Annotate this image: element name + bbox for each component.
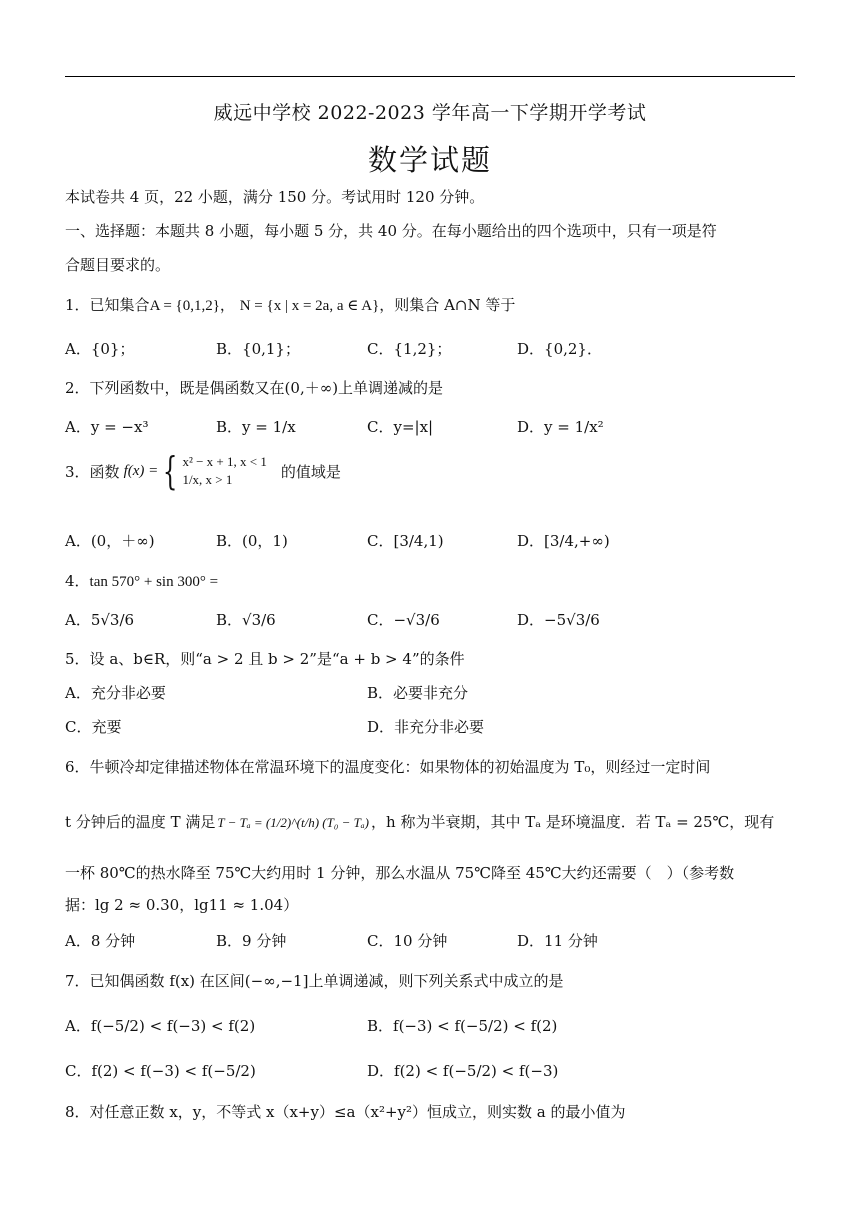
question-text-line2b: ，h 称为半衰期，其中 Tₐ 是环境温度．若 Tₐ = 25℃，现有 (371, 813, 775, 831)
question-number: 1． (65, 296, 90, 314)
q7-option-c: C．f(2) < f(−3) < f(−5/2) (65, 1062, 256, 1080)
q4-option-c: C．−√3/6 (367, 611, 440, 629)
q6-option-a: A．8 分钟 (65, 932, 136, 950)
question-text: 函数 (89, 462, 120, 481)
question-number: 6． (65, 758, 90, 776)
q2-option-a: A．y = −x³ (65, 418, 149, 436)
function-label: f(x) = (123, 462, 159, 479)
question-number: 3． (65, 462, 90, 481)
q5-option-a: A．充分非必要 (65, 684, 166, 702)
q4-option-d: D．−5√3/6 (517, 611, 600, 629)
q5-option-d: D．非充分非必要 (367, 718, 485, 736)
q2-option-c: C．y=|x| (367, 418, 434, 436)
q4-option-b: B．√3/6 (216, 611, 276, 629)
piecewise-case-1: x² − x + 1, x < 1 (182, 454, 267, 469)
question-text: 下列函数中，既是偶函数又在(0,＋∞)上单调递减的是 (89, 379, 444, 397)
q6-option-b: B．9 分钟 (216, 932, 287, 950)
question-number: 5． (65, 650, 90, 668)
q1-option-a: A．{0}； (65, 340, 135, 358)
question-text-post: 的值域是 (280, 462, 341, 481)
question-number: 4． (65, 572, 90, 590)
set-a: A = {0,1,2}， (149, 298, 235, 314)
q5-option-c: C．充要 (65, 718, 122, 736)
q3-option-a: A．(0，＋∞) (65, 532, 155, 550)
question-6 (65, 756, 710, 777)
piecewise-cases (182, 453, 266, 489)
question-2 (65, 377, 443, 398)
question-5 (65, 648, 465, 669)
question-7 (65, 970, 563, 991)
question-3 (65, 449, 341, 493)
q7-option-d: D．f(2) < f(−5/2) < f(−3) (367, 1062, 559, 1080)
question-text: 设 a、b∈R，则“a > 2 且 b > 2”是“a + b > 4”的条件 (89, 650, 465, 668)
question-6-line3: 一杯 80℃的热水降至 75℃大约用时 1 分钟，那么水温从 75℃降至 45℃大约还需要（ ）（参考数 (65, 864, 735, 882)
question-text-post: ，则集合 A∩N 等于 (379, 296, 516, 314)
q3-option-c: C．[3/4,1) (367, 532, 444, 550)
question-8 (65, 1101, 626, 1122)
set-n: N = {x | x = 2a, a ∈ A} (239, 298, 380, 314)
q2-option-b: B．y = 1/x (216, 418, 296, 436)
q4-option-a: A．5√3/6 (65, 611, 135, 629)
q2-option-d: D．y = 1/x² (517, 418, 604, 436)
question-number: 2． (65, 379, 90, 397)
q6-option-d: D．11 分钟 (517, 932, 598, 950)
q7-option-b: B．f(−3) < f(−5/2) < f(2) (367, 1017, 558, 1035)
question-6-line2 (65, 811, 774, 832)
q1-option-d: D．{0,2}． (517, 340, 602, 358)
q1-option-b: B．{0,1}； (216, 340, 300, 358)
q3-option-d: D．[3/4,+∞) (517, 532, 610, 550)
question-number: 8． (65, 1103, 90, 1121)
question-number: 7． (65, 972, 90, 990)
question-text: 对任意正数 x，y，不等式 x（x+y）≤a（x²+y²）恒成立，则实数 a 的最小值为 (89, 1103, 626, 1121)
question-text: 已知集合 (89, 296, 150, 314)
q1-option-c: C．{1,2}； (367, 340, 452, 358)
question-text: 已知偶函数 f(x) 在区间(−∞,−1]上单调递减，则下列关系式中成立的是 (89, 972, 564, 990)
cooling-formula: T − Tₐ = (1/2)^(t/h) (T₀ − Tₐ) (217, 815, 370, 830)
q5-option-b: B．必要非充分 (367, 684, 469, 702)
question-text: tan 570° + sin 300° = (89, 574, 219, 590)
exam-intro: 本试卷共 4 页，22 小题，满分 150 分。考试用时 120 分钟。 (65, 188, 485, 206)
section-heading-line1: 一、选择题：本题共 8 小题，每小题 5 分，共 40 分。在每小题给出的四个选项中，只有一项是符 (65, 222, 717, 240)
exam-subtitle: 数学试题 (367, 143, 492, 177)
exam-title: 威远中学校 2022-2023 学年高一下学期开学考试 (213, 102, 647, 124)
piecewise-case-2: 1/x, x > 1 (182, 472, 233, 487)
q7-option-a: A．f(−5/2) < f(−3) < f(2) (65, 1017, 256, 1035)
q6-option-c: C．10 分钟 (367, 932, 448, 950)
piecewise-brace: { (163, 449, 178, 493)
question-text-line1: 牛顿冷却定律描述物体在常温环境下的温度变化：如果物体的初始温度为 T₀，则经过一定时间 (89, 758, 711, 776)
section-heading-line2: 合题目要求的。 (65, 256, 171, 274)
question-6-line4: 据：lg 2 ≈ 0.30，lg11 ≈ 1.04） (65, 896, 299, 914)
q3-option-b: B．(0，1) (216, 532, 288, 550)
question-1 (65, 294, 515, 315)
question-4 (65, 570, 218, 591)
question-text-line2a: t 分钟后的温度 T 满足 (65, 813, 216, 831)
header-rule (65, 76, 795, 77)
